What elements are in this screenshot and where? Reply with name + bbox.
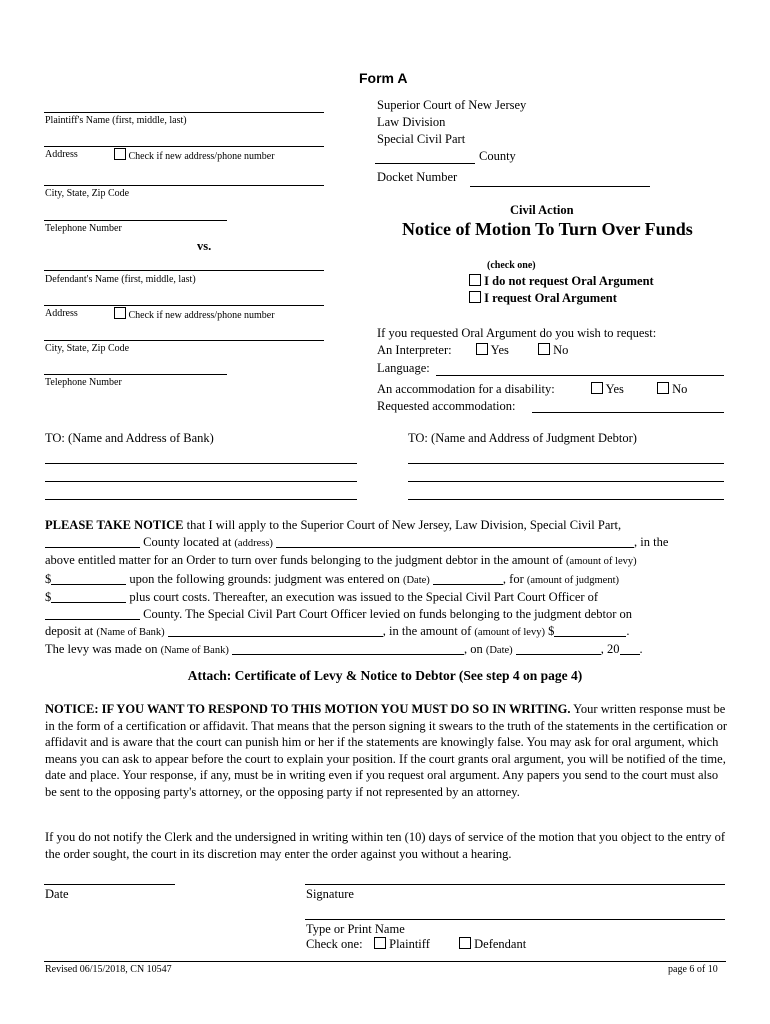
print-name-field[interactable] [305, 919, 725, 920]
bank-address-line-3[interactable] [45, 499, 357, 500]
checkbox-icon[interactable] [459, 937, 471, 949]
notice-text: , in the amount of [382, 623, 475, 638]
plaintiff-name-label: Plaintiff's Name (first, middle, last) [45, 115, 187, 126]
warning-lead: NOTICE: IF YOU WANT TO RESPOND TO THIS MOTION YOU MUST DO SO IN WRITING. [45, 702, 571, 716]
plaintiff-phone-label: Telephone Number [45, 223, 122, 234]
page-number: page 6 of 10 [668, 964, 718, 975]
notice-text: upon the following grounds: judgment was entered on [126, 571, 403, 586]
versus-label: vs. [197, 239, 212, 253]
notice-text: that I will apply to the Superior Court of New Jersey, Law Division, Special Civil Part, [183, 518, 622, 532]
defendant-name-label: Defendant's Name (first, middle, last) [45, 274, 196, 285]
checkbox-icon[interactable] [374, 937, 386, 949]
notice-text: , in the [634, 534, 669, 549]
court-part: Special Civil Part [377, 132, 466, 146]
plaintiff-address-label: Address [45, 149, 78, 160]
deposit-bank-field[interactable] [168, 624, 383, 637]
notice-text: above entitled matter for an Order to turn over funds belonging to the judgment debtor in the amount of [45, 553, 567, 568]
checkbox-icon[interactable] [114, 148, 126, 160]
accommodation-yes-label: Yes [605, 382, 624, 396]
levy-bank-field[interactable] [232, 642, 464, 655]
language-field[interactable] [436, 375, 724, 376]
docket-label: Docket Number [377, 170, 458, 184]
check-one-label: (check one) [487, 260, 536, 271]
civil-action-label: Civil Action [510, 203, 574, 217]
accommodation-no-option[interactable] [657, 382, 687, 397]
interpreter-no-option[interactable] [538, 343, 568, 358]
bank-address-line-2[interactable] [45, 481, 357, 482]
docket-field[interactable] [470, 186, 650, 187]
county-field[interactable] [375, 163, 475, 164]
bank-address-line-1[interactable] [45, 463, 357, 464]
notice-text: . [639, 642, 643, 657]
no-oral-argument-label: I do not request Oral Argument [484, 274, 654, 288]
form-label: Form A [359, 70, 408, 86]
signer-defendant-label: Defendant [474, 937, 527, 951]
county-label: County [479, 149, 516, 163]
notice-text: . [626, 623, 630, 638]
court-name: Superior Court of New Jersey [377, 98, 527, 112]
defendant-address-field[interactable] [44, 305, 324, 306]
notice-text: The levy was made on [45, 642, 161, 657]
plaintiff-city-label: City, State, Zip Code [45, 188, 130, 199]
notice-hint: (address) [234, 537, 273, 549]
clerk-notice [45, 829, 727, 862]
requested-accommodation-field[interactable] [532, 412, 724, 413]
plaintiff-new-address-check[interactable] [114, 148, 275, 162]
deposit-amount-field[interactable] [554, 624, 626, 637]
date-label: Date [45, 887, 69, 901]
checkbox-icon[interactable] [469, 274, 481, 286]
judgment-amount-field[interactable] [51, 590, 126, 603]
checkbox-icon[interactable] [114, 307, 126, 319]
oral-argument-label: I request Oral Argument [484, 291, 617, 305]
checkbox-icon[interactable] [591, 382, 603, 394]
defendant-phone-field[interactable] [44, 374, 227, 375]
print-name-label: Type or Print Name [306, 922, 405, 936]
notice-hint: (Date) [402, 574, 430, 586]
officer-county-field[interactable] [45, 607, 140, 620]
defendant-new-address-check[interactable] [114, 307, 275, 321]
notice-hint: (amount of levy) [474, 626, 545, 638]
clerk-notice-text: If you do not notify the Clerk and the undersigned in writing within ten (10) days of service of the motion that you object to the entry of the order sought, the court in its discretion may enter the order against you without a hearing. [45, 830, 726, 861]
levy-amount-field[interactable] [51, 572, 126, 585]
plaintiff-city-field[interactable] [44, 185, 324, 186]
notice-text: $ [45, 571, 52, 586]
defendant-phone-label: Telephone Number [45, 377, 122, 388]
plaintiff-address-field[interactable] [44, 146, 324, 147]
interpreter-yes-label: Yes [490, 343, 509, 357]
signature-field[interactable] [305, 884, 725, 885]
notice-text: , for [502, 571, 527, 586]
defendant-city-label: City, State, Zip Code [45, 343, 130, 354]
levy-date-field[interactable] [516, 642, 601, 655]
accommodation-label: An accommodation for a disability: [377, 382, 555, 396]
signature-label: Signature [306, 887, 354, 901]
footer-divider [44, 961, 726, 962]
warning-text: Your written response must be in the form of a certification or affidavit. That means that the person signing it swears to the truth of the statements in the certification or affidavit and is aware that the court can punish him or her if the statements are knowingly false. You may ask for oral argument, which means you can ask to appear before the court to explain your position. If the court grants oral argument, you will be notified of the time, date and place. Your response, if any, must be in writing even if you request oral argument. Any papers you send to the court must also be sent to the opposing party's attorney, or the opposing party if not represented by an attorney. [45, 702, 727, 799]
debtor-address-line-1[interactable] [408, 463, 724, 464]
signer-defendant-option[interactable] [459, 937, 526, 952]
oral-argument-option[interactable] [469, 291, 617, 306]
accommodation-yes-option[interactable] [591, 382, 624, 397]
notice-text: plus court costs. Thereafter, an execution was issued to the Special Civil Part Court Officer of [126, 590, 599, 605]
notice-hint: (Name of Bank) [160, 645, 229, 657]
defendant-address-label: Address [45, 308, 78, 319]
notice-hint: (amount of levy) [566, 556, 637, 568]
language-label: Language: [377, 361, 430, 375]
plaintiff-new-address-label: Check if new address/phone number [128, 151, 275, 162]
debtor-address-line-2[interactable] [408, 481, 724, 482]
accommodation-no-label: No [672, 382, 688, 396]
defendant-new-address-label: Check if new address/phone number [128, 310, 275, 321]
interpreter-label: An Interpreter: [377, 343, 452, 357]
levy-year-field[interactable] [620, 642, 640, 655]
no-oral-argument-option[interactable] [469, 274, 654, 289]
defendant-city-field[interactable] [44, 340, 324, 341]
page-title: Notice of Motion To Turn Over Funds [402, 219, 693, 239]
debtor-address-line-3[interactable] [408, 499, 724, 500]
court-address-field[interactable] [276, 535, 634, 548]
court-block [377, 97, 526, 148]
notice-hint: (Name of Bank) [96, 626, 165, 638]
plaintiff-name-field[interactable] [44, 112, 324, 113]
to-debtor-label: TO: (Name and Address of Judgment Debtor) [408, 431, 637, 445]
plaintiff-phone-field[interactable] [44, 220, 227, 221]
notice-text: , on [463, 642, 486, 657]
check-one-signer-label: Check one: [306, 937, 363, 951]
venue-county-field[interactable] [45, 535, 140, 548]
interpreter-yes-option[interactable] [476, 343, 509, 358]
checkbox-icon[interactable] [476, 343, 488, 355]
notice-text: , 20 [600, 642, 620, 657]
notice-hint: (Date) [485, 645, 513, 657]
interpreter-no-label: No [553, 343, 569, 357]
date-field[interactable] [44, 884, 175, 885]
checkbox-icon[interactable] [469, 291, 481, 303]
revision-label: Revised 06/15/2018, CN 10547 [45, 964, 172, 975]
defendant-name-field[interactable] [44, 270, 324, 271]
notice-lead: PLEASE TAKE NOTICE [45, 518, 184, 532]
requested-accommodation-label: Requested accommodation: [377, 399, 516, 413]
court-division: Law Division [377, 115, 446, 129]
notice-text: $ [544, 623, 555, 638]
notice-paragraph [45, 517, 727, 660]
oral-question: If you requested Oral Argument do you wish to request: [377, 326, 657, 340]
notice-hint: (amount of judgment) [526, 574, 620, 586]
checkbox-icon[interactable] [538, 343, 550, 355]
notice-text: County located at [140, 534, 235, 549]
checkbox-icon[interactable] [657, 382, 669, 394]
judgment-date-field[interactable] [433, 572, 503, 585]
warning-paragraph [45, 701, 727, 801]
to-bank-label: TO: (Name and Address of Bank) [45, 431, 214, 445]
interpreter-row [377, 343, 452, 358]
notice-text: deposit at [45, 623, 97, 638]
notice-text: $ [45, 590, 52, 605]
signer-plaintiff-label: Plaintiff [389, 937, 430, 951]
attach-instruction: Attach: Certificate of Levy & Notice to Debtor (See step 4 on page 4) [187, 668, 583, 683]
notice-text: County. The Special Civil Part Court Officer levied on funds belonging to the judgment debtor on [140, 606, 633, 621]
signer-plaintiff-option[interactable] [374, 937, 430, 952]
